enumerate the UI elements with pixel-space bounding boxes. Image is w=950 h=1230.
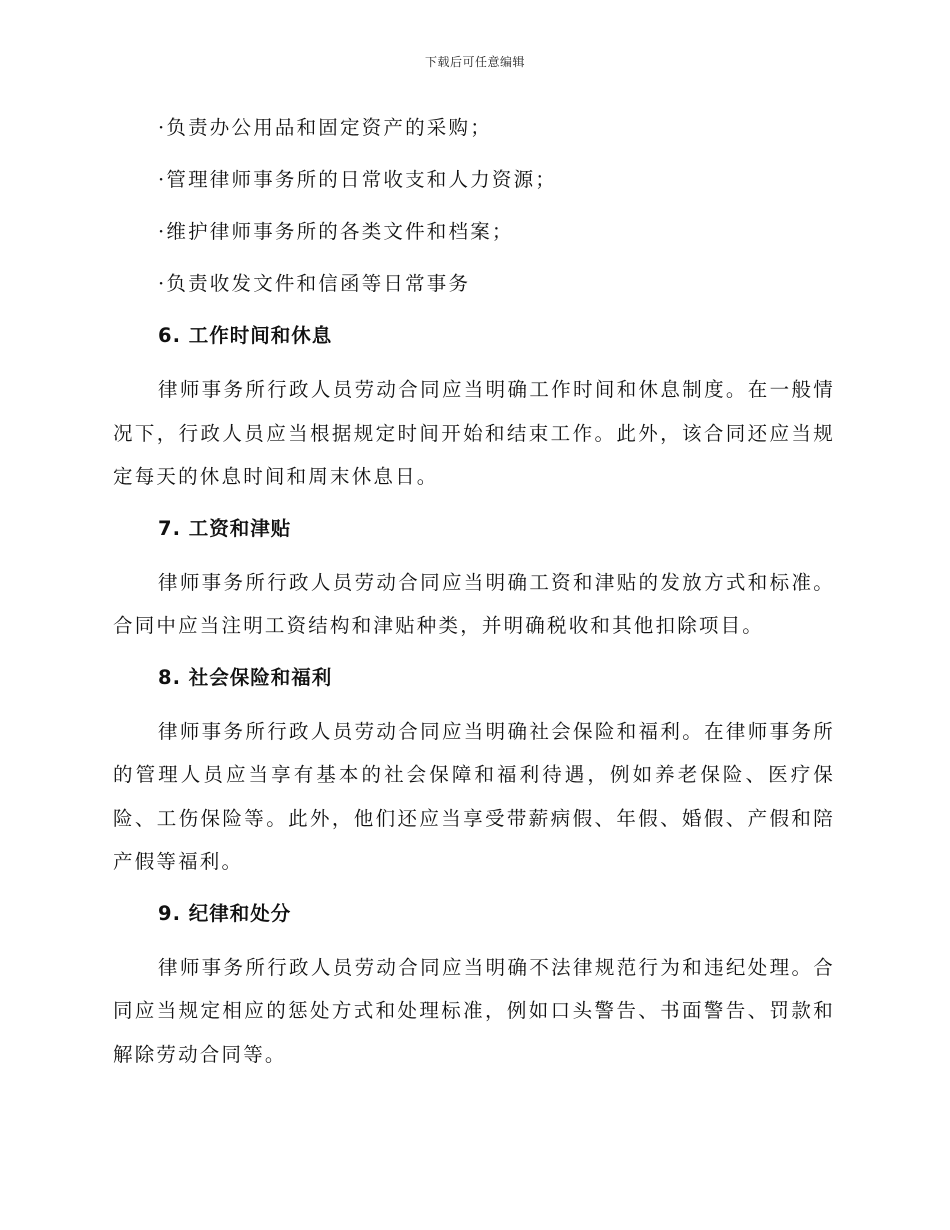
section-paragraph-work-hours: 律师事务所行政人员劳动合同应当明确工作时间和休息制度。在一般情况下，行政人员应当根据规定时间开始和结束工作。此外，该合同还应当规定每天的休息时间和周末休息日。 [113,378,835,488]
section-heading-salary: 7. 工资和津贴 [158,516,292,540]
bullet-item: ·维护律师事务所的各类文件和档案； [158,220,514,243]
section-paragraph-salary: 律师事务所行政人员劳动合同应当明确工资和津贴的发放方式和标准。合同中应当注明工资结构和津贴种类，并明确税收和其他扣除项目。 [113,570,835,637]
section-heading-discipline: 9. 纪律和处分 [158,901,292,925]
section-paragraph-insurance: 律师事务所行政人员劳动合同应当明确社会保险和福利。在律师事务所的管理人员应当享有基本的社会保障和福利待遇，例如养老保险、医疗保险、工伤保险等。此外，他们还应当享受带薪病假、年假、婚假、产假和陪产假等福利。 [113,719,835,873]
section-heading-insurance: 8. 社会保险和福利 [158,665,333,689]
section-heading-work-hours: 6. 工作时间和休息 [158,324,333,347]
bullet-item: ·管理律师事务所的日常收支和人力资源； [158,168,557,191]
bullet-item: ·负责收发文件和信函等日常事务 [158,272,471,295]
section-paragraph-discipline: 律师事务所行政人员劳动合同应当明确不法律规范行为和违纪处理。合同应当规定相应的惩处方式和处理标准，例如口头警告、书面警告、罚款和解除劳动合同等。 [113,955,835,1066]
document-body [113,108,835,1086]
bullet-item: ·负责办公用品和固定资产的采购； [158,116,492,139]
page-header: 下载后可任意编辑 [424,55,525,69]
